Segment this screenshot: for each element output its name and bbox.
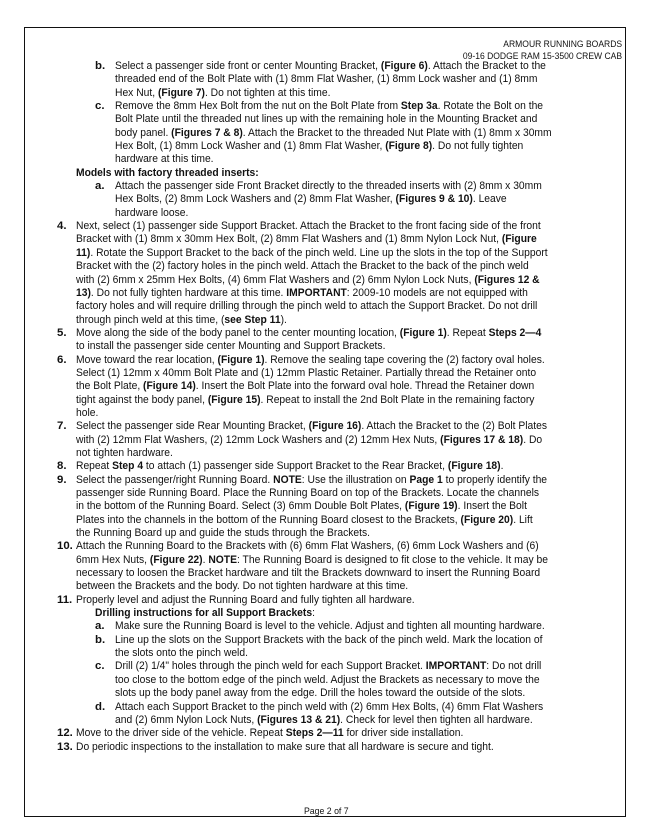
text-line — [0, 540, 652, 553]
text-line — [0, 634, 652, 647]
text-line — [0, 394, 652, 407]
emphasis-text: (Figure 1) — [217, 353, 265, 366]
text-line — [0, 594, 652, 607]
line-text: Select the passenger side Rear Mounting Bracket, (Figure 16). Attach the Bracket to the (2) Bolt Plates — [76, 420, 547, 433]
line-text: Properly level and adjust the Running Board and fully tighten all hardware. — [76, 593, 415, 606]
line-text: body panel. (Figures 7 & 8). Attach the Bracket to the threaded Nut Plate with (1) 8mm x 30mm — [115, 126, 552, 139]
emphasis-text: Step 4 — [112, 460, 144, 473]
text-line — [0, 274, 652, 287]
text-line — [0, 380, 652, 393]
text-line — [0, 327, 652, 340]
text-line — [0, 287, 652, 300]
text-line — [0, 500, 652, 513]
text-line — [0, 434, 652, 447]
line-text: in the bottom of the Running Board. Select (3) 6mm Double Bolt Plates, (Figure 19). Insert the Bolt — [76, 500, 527, 513]
line-text: Hex Bolts, (2) 8mm Lock Washers and (2) 8mm Flat Washer, (Figures 9 & 10). Leave — [115, 193, 507, 206]
step-number: 8. — [57, 460, 67, 473]
line-text: Do periodic inspections to the installation to make sure that all hardware is secure and tight. — [76, 740, 494, 753]
text-line — [0, 701, 652, 714]
line-text: the Running Board up and guide the studs through the Brackets. — [76, 527, 370, 540]
step-number: 10. — [57, 540, 73, 553]
step-number: 6. — [57, 353, 67, 366]
line-text: not tighten hardware. — [76, 446, 173, 459]
line-text: factory holes and will require drilling through the pinch weld to attach the Support Bracket. Do not drill — [76, 300, 538, 313]
line-text: Attach the Running Board to the Brackets with (6) 6mm Flat Washers, (6) 6mm Lock Washers and (6) — [76, 540, 539, 553]
text-line — [0, 407, 652, 420]
header-brand: ARMOUR RUNNING BOARDS — [503, 39, 622, 49]
step-number: 5. — [57, 326, 67, 339]
text-line — [0, 260, 652, 273]
line-text: Move along the side of the body panel to the center mounting location, (Figure 1). Repeat Steps 2—4 — [76, 326, 542, 339]
emphasis-text: (Figure 20) — [460, 513, 514, 526]
text-line — [0, 660, 652, 673]
text-line — [0, 447, 652, 460]
line-text: Next, select (1) passenger side Support Bracket. Attach the Bracket to the front facing side of the front — [76, 220, 541, 233]
emphasis-text: (Figure 7) — [157, 86, 205, 99]
line-text: Repeat Step 4 to attach (1) passenger side Support Bracket to the Rear Bracket, (Figure 18). — [76, 460, 504, 473]
text-line — [0, 113, 652, 126]
line-text: Select (1) 12mm x 40mm Bolt Plate and (1) 12mm Plastic Retainer. Partially thread the Retainer onto — [76, 366, 537, 379]
emphasis-text: (Figure 19) — [404, 500, 458, 513]
emphasis-text: NOTE — [273, 473, 302, 486]
emphasis-text: (Figures 17 & 18) — [440, 433, 524, 446]
text-line — [0, 340, 652, 353]
substep-letter: b. — [95, 633, 106, 646]
emphasis-text: Steps 2—4 — [488, 326, 542, 339]
emphasis-text: (Figures 7 & 8) — [171, 126, 243, 139]
emphasis-text: (Figure 15) — [207, 393, 261, 406]
line-text: Select a passenger side front or center Mounting Bracket, (Figure 6). Attach the Bracket to the — [115, 60, 546, 72]
instruction-substep — [0, 100, 652, 167]
text-line — [0, 607, 652, 620]
line-text — [76, 167, 259, 180]
line-text: the slots onto the pinch weld. — [115, 647, 248, 660]
line-text: and (2) 6mm Nylon Lock Nuts, (Figures 13 & 21). Check for level then tighten all hardware. — [115, 713, 533, 726]
text-line — [0, 247, 652, 260]
line-text: Drill (2) 1/4" holes through the pinch weld for each Support Bracket. IMPORTANT: Do not drill — [115, 660, 542, 673]
instruction-step — [0, 727, 652, 740]
substep-letter: a. — [95, 180, 105, 193]
instruction-step — [0, 460, 652, 473]
instruction-step — [0, 420, 652, 460]
text-line — [0, 620, 652, 633]
text-line — [0, 567, 652, 580]
line-text: Make sure the Running Board is level to the vehicle. Adjust and tighten all mounting hardware. — [115, 620, 545, 633]
text-line — [0, 207, 652, 220]
line-text: slots up the body panel away from the edge. Drill the holes toward the outside of the slots. — [115, 687, 526, 700]
emphasis-text: see Step 11 — [224, 313, 281, 326]
line-text: 11). Rotate the Support Bracket to the back of the pinch weld. Line up the slots in the top of the Support — [76, 246, 548, 259]
text-line — [0, 100, 652, 113]
emphasis-text: Steps 2—11 — [285, 727, 344, 740]
line-text: hole. — [76, 406, 99, 419]
line-text: Move to the driver side of the vehicle. Repeat Steps 2—11 for driver side installation. — [76, 727, 464, 740]
step-number: 7. — [57, 420, 67, 433]
line-text: passenger side Running Board. Place the Running Board on top of the Brackets. Locate the channels — [76, 487, 540, 499]
emphasis-text: (Figures 9 & 10) — [395, 193, 473, 206]
emphasis-text: IMPORTANT — [425, 660, 487, 673]
text-line — [0, 420, 652, 433]
line-text: Bracket with (1) 8mm x 30mm Hex Bolt, (2) 8mm Flat Washers and (1) 8mm Nylon Lock Nut, (Figure — [76, 233, 537, 246]
line-text: between the Brackets and the body. Do not tighten hardware at this time. — [76, 580, 409, 593]
emphasis-text: Models with factory threaded inserts: — [76, 166, 259, 179]
text-line — [0, 580, 652, 593]
line-text: 6mm Hex Nuts, (Figure 22). NOTE: The Running Board is designed to fit close to the vehicle. It may be — [76, 553, 548, 566]
step-number: 4. — [57, 220, 67, 233]
text-line — [0, 153, 652, 166]
line-text: Drilling instructions for all Support Brackets: — [95, 607, 315, 620]
text-line — [0, 474, 652, 487]
line-text: Select the passenger/right Running Board. NOTE: Use the illustration on Page 1 to properly identify the — [76, 473, 548, 486]
substep-letter: a. — [95, 620, 105, 633]
emphasis-text: (Figure 8) — [385, 140, 433, 153]
text-line — [0, 220, 652, 233]
instruction-substep — [0, 660, 652, 700]
text-line — [0, 460, 652, 473]
instruction-step — [0, 220, 652, 327]
line-text: Move toward the rear location, (Figure 1). Remove the sealing tape covering the (2) factory oval holes. — [76, 353, 545, 366]
line-text: hardware at this time. — [115, 153, 214, 166]
line-text: 13). Do not fully tighten hardware at this time. IMPORTANT: 2009-10 models are not equipped with — [76, 286, 528, 299]
substep-letter: d. — [95, 700, 106, 713]
header-vehicle: 09-16 DODGE RAM 15-3500 CREW CAB — [462, 50, 622, 61]
instruction-step — [0, 474, 652, 541]
section-heading — [0, 167, 652, 180]
line-text: through pinch weld at this time, (see Step 11). — [76, 313, 287, 326]
line-text: necessary to loosen the Bracket hardware and tilt the Brackets downward to insert the Running Board — [76, 567, 541, 580]
section-heading — [0, 607, 652, 620]
text-line — [0, 674, 652, 687]
text-line — [0, 554, 652, 567]
text-line — [0, 714, 652, 727]
text-line — [0, 367, 652, 380]
line-text: Hex Bolt, (1) 8mm Lock Washer and (1) 8mm Flat Washer, (Figure 8). Do not fully tighten — [115, 140, 524, 153]
line-text: Bracket with the (2) factory holes in the pinch weld. Attach the Bracket to the back of the pinch weld — [76, 260, 529, 273]
text-line — [0, 87, 652, 100]
text-line — [0, 233, 652, 246]
line-text: Attach each Support Bracket to the pinch weld with (2) 6mm Hex Bolts, (4) 6mm Flat Washers — [115, 700, 544, 713]
line-text: the Bolt Plate, (Figure 14). Insert the Bolt Plate into the forward oval hole. Thread the Retainer down — [76, 380, 535, 393]
substep-letter: c. — [95, 660, 105, 673]
emphasis-text: (Figure — [501, 233, 537, 246]
text-line — [0, 314, 652, 327]
line-text: Remove the 8mm Hex Bolt from the nut on the Bolt Plate from Step 3a. Rotate the Bolt on the — [115, 100, 544, 113]
line-text: Hex Nut, (Figure 7). Do not tighten at this time. — [115, 86, 331, 99]
line-text: with (2) 6mm x 25mm Hex Bolts, (4) 6mm Flat Washers and (2) 6mm Nylon Lock Nuts, (Figures 12 & — [76, 273, 540, 286]
emphasis-text: IMPORTANT — [286, 286, 347, 299]
line-text: Line up the slots on the Support Brackets with the back of the pinch weld. Mark the location of — [115, 633, 543, 646]
text-line — [0, 167, 652, 180]
step-number: 12. — [57, 727, 73, 740]
substep-letter: c. — [95, 100, 105, 113]
document-header — [463, 39, 622, 62]
line-text: Plates into the channels in the bottom of the Running Board closest to the Brackets, (Figure 20). Lift — [76, 513, 533, 526]
line-text: with (2) 12mm Flat Washers, (2) 12mm Lock Washers and (2) 12mm Hex Nuts, (Figures 17 & 18). Do — [76, 433, 543, 446]
page-footer — [0, 806, 652, 817]
text-line — [0, 127, 652, 140]
instructions-body — [0, 60, 652, 754]
text-line — [0, 193, 652, 206]
instruction-step — [0, 327, 652, 354]
instruction-substep — [0, 620, 652, 633]
emphasis-text: 11) — [76, 246, 91, 259]
instruction-substep — [0, 180, 652, 220]
text-line — [0, 741, 652, 754]
instruction-substep — [0, 60, 652, 100]
text-line — [0, 487, 652, 500]
page-number: Page 2 of 7 — [303, 806, 349, 817]
line-text: Bolt Plate until the threaded nut lines up with the remaining hole in the Mounting Bracket and — [115, 113, 538, 126]
text-line — [0, 527, 652, 540]
emphasis-text: Drilling instructions for all Support Brackets — [95, 607, 313, 620]
substep-letter: b. — [95, 60, 106, 72]
emphasis-text: (Figure 14) — [143, 380, 196, 393]
emphasis-text: (Figure 16) — [308, 420, 362, 433]
emphasis-text: (Figure 18) — [447, 460, 501, 473]
instruction-step — [0, 594, 652, 607]
instruction-substep — [0, 634, 652, 661]
instruction-substep — [0, 701, 652, 728]
emphasis-text: (Figure 6) — [380, 60, 428, 72]
line-text: hardware loose. — [115, 206, 189, 219]
line-text: Attach the passenger side Front Bracket directly to the threaded inserts with (2) 8mm x 30mm — [115, 180, 542, 193]
text-line — [0, 60, 652, 73]
line-text: too close to the bottom edge of the pinch weld. Adjust the Brackets as necessary to move the — [115, 673, 540, 686]
emphasis-text: (Figure 22) — [149, 553, 203, 566]
line-text: to install the passenger side center Mounting and Support Brackets. — [76, 340, 386, 353]
instruction-step — [0, 741, 652, 754]
text-line — [0, 140, 652, 153]
line-text: tight against the body panel, (Figure 15). Repeat to install the 2nd Bolt Plate in the remaining factory — [76, 393, 535, 406]
text-line — [0, 73, 652, 86]
text-line — [0, 300, 652, 313]
line-text: threaded end of the Bolt Plate with (1) 8mm Flat Washer, (1) 8mm Lock washer and (1) 8mm — [115, 73, 538, 86]
text-line — [0, 354, 652, 367]
instruction-step — [0, 540, 652, 593]
step-number: 11. — [57, 593, 73, 606]
step-number: 13. — [57, 740, 73, 753]
emphasis-text: 13) — [76, 286, 91, 299]
emphasis-text: (Figures 13 & 21) — [257, 713, 341, 726]
text-line — [0, 687, 652, 700]
text-line — [0, 514, 652, 527]
text-line — [0, 647, 652, 660]
emphasis-text: (Figures 12 & — [474, 273, 540, 286]
instruction-step — [0, 354, 652, 421]
text-line — [0, 180, 652, 193]
emphasis-text: Page 1 — [409, 473, 443, 486]
emphasis-text: Step 3a — [400, 100, 438, 113]
text-line — [0, 727, 652, 740]
step-number: 9. — [57, 473, 67, 486]
emphasis-text: (Figure 1) — [399, 326, 447, 339]
emphasis-text: NOTE — [208, 553, 237, 566]
